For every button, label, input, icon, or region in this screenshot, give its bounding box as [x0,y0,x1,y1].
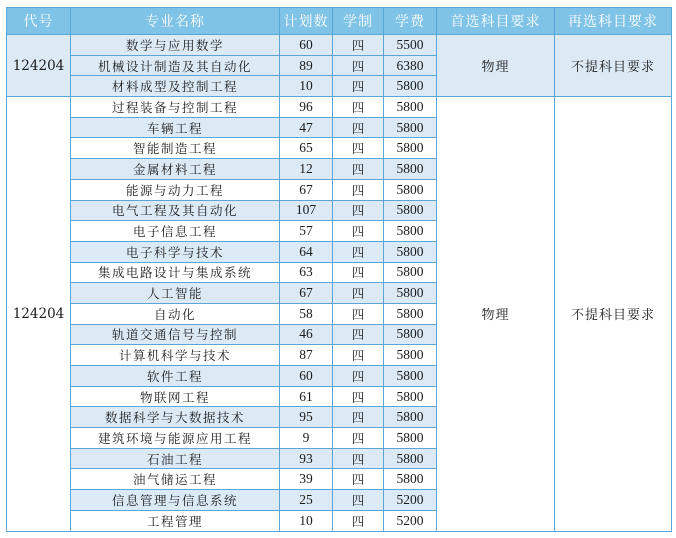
major-cell: 过程装备与控制工程 [71,97,280,118]
tuition-cell: 5800 [384,241,437,262]
plan-count-cell: 39 [280,469,333,490]
duration-cell: 四 [333,345,384,366]
plan-count-cell: 9 [280,428,333,449]
duration-cell: 四 [333,159,384,180]
header-code: 代号 [7,8,71,35]
tuition-cell: 5800 [384,200,437,221]
duration-cell: 四 [333,386,384,407]
plan-count-cell: 87 [280,345,333,366]
major-cell: 工程管理 [71,510,280,531]
major-cell: 数学与应用数学 [71,35,280,56]
major-cell: 计算机科学与技术 [71,345,280,366]
major-cell: 信息管理与信息系统 [71,490,280,511]
major-cell: 石油工程 [71,448,280,469]
duration-cell: 四 [333,221,384,242]
duration-cell: 四 [333,303,384,324]
duration-cell: 四 [333,55,384,76]
duration-cell: 四 [333,469,384,490]
tuition-cell: 5800 [384,117,437,138]
second-choice-requirement-cell: 不提科目要求 [555,97,672,531]
major-cell: 集成电路设计与集成系统 [71,262,280,283]
first-choice-requirement-cell: 物理 [437,35,555,97]
major-cell: 软件工程 [71,366,280,387]
tuition-cell: 5800 [384,179,437,200]
plan-count-cell: 57 [280,221,333,242]
table-body [7,35,672,532]
duration-cell: 四 [333,510,384,531]
header-major: 专业名称 [71,8,280,35]
tuition-cell: 5800 [384,76,437,97]
plan-count-cell: 12 [280,159,333,180]
tuition-cell: 5800 [384,386,437,407]
tuition-cell: 5500 [384,35,437,56]
plan-count-cell: 96 [280,97,333,118]
tuition-cell: 5800 [384,407,437,428]
major-cell: 电气工程及其自动化 [71,200,280,221]
major-cell: 电子科学与技术 [71,241,280,262]
plan-count-cell: 10 [280,510,333,531]
duration-cell: 四 [333,97,384,118]
major-cell: 油气储运工程 [71,469,280,490]
tuition-cell: 5800 [384,324,437,345]
plan-count-cell: 64 [280,241,333,262]
plan-count-cell: 93 [280,448,333,469]
major-cell: 材料成型及控制工程 [71,76,280,97]
duration-cell: 四 [333,179,384,200]
tuition-cell: 5800 [384,97,437,118]
group-code-cell: 124204 [7,97,71,531]
tuition-cell: 5800 [384,138,437,159]
first-choice-requirement-cell: 物理 [437,97,555,531]
second-choice-requirement-cell: 不提科目要求 [555,35,672,97]
major-cell: 自动化 [71,303,280,324]
duration-cell: 四 [333,200,384,221]
tuition-cell: 5200 [384,490,437,511]
plan-count-cell: 89 [280,55,333,76]
tuition-cell: 5800 [384,221,437,242]
major-cell: 智能制造工程 [71,138,280,159]
header-second-choice: 再选科目要求 [555,8,672,35]
duration-cell: 四 [333,76,384,97]
table-row [7,35,672,56]
tuition-cell: 5800 [384,262,437,283]
plan-count-cell: 47 [280,117,333,138]
plan-count-cell: 25 [280,490,333,511]
header-row [7,8,672,35]
major-cell: 建筑环境与能源应用工程 [71,428,280,449]
duration-cell: 四 [333,283,384,304]
tuition-cell: 5800 [384,345,437,366]
header-plan: 计划数 [280,8,333,35]
table-row [7,97,672,118]
header-fee: 学费 [384,8,437,35]
plan-count-cell: 60 [280,366,333,387]
duration-cell: 四 [333,138,384,159]
admission-plan-table-container [6,7,671,532]
duration-cell: 四 [333,324,384,345]
duration-cell: 四 [333,490,384,511]
admission-plan-table [6,7,672,532]
duration-cell: 四 [333,35,384,56]
duration-cell: 四 [333,407,384,428]
major-cell: 能源与动力工程 [71,179,280,200]
major-cell: 金属材料工程 [71,159,280,180]
plan-count-cell: 63 [280,262,333,283]
duration-cell: 四 [333,241,384,262]
plan-count-cell: 61 [280,386,333,407]
tuition-cell: 5800 [384,303,437,324]
tuition-cell: 5800 [384,469,437,490]
tuition-cell: 5200 [384,510,437,531]
plan-count-cell: 67 [280,179,333,200]
duration-cell: 四 [333,366,384,387]
duration-cell: 四 [333,448,384,469]
plan-count-cell: 46 [280,324,333,345]
major-cell: 机械设计制造及其自动化 [71,55,280,76]
header-years: 学制 [333,8,384,35]
duration-cell: 四 [333,117,384,138]
tuition-cell: 5800 [384,159,437,180]
major-cell: 人工智能 [71,283,280,304]
plan-count-cell: 95 [280,407,333,428]
major-cell: 车辆工程 [71,117,280,138]
major-cell: 电子信息工程 [71,221,280,242]
tuition-cell: 5800 [384,366,437,387]
group-code-cell: 124204 [7,35,71,97]
major-cell: 数据科学与大数据技术 [71,407,280,428]
tuition-cell: 5800 [384,428,437,449]
duration-cell: 四 [333,428,384,449]
major-cell: 物联网工程 [71,386,280,407]
tuition-cell: 5800 [384,448,437,469]
major-cell: 轨道交通信号与控制 [71,324,280,345]
plan-count-cell: 10 [280,76,333,97]
header-first-choice: 首选科目要求 [437,8,555,35]
plan-count-cell: 107 [280,200,333,221]
plan-count-cell: 60 [280,35,333,56]
tuition-cell: 6380 [384,55,437,76]
plan-count-cell: 58 [280,303,333,324]
duration-cell: 四 [333,262,384,283]
tuition-cell: 5800 [384,283,437,304]
plan-count-cell: 67 [280,283,333,304]
plan-count-cell: 65 [280,138,333,159]
